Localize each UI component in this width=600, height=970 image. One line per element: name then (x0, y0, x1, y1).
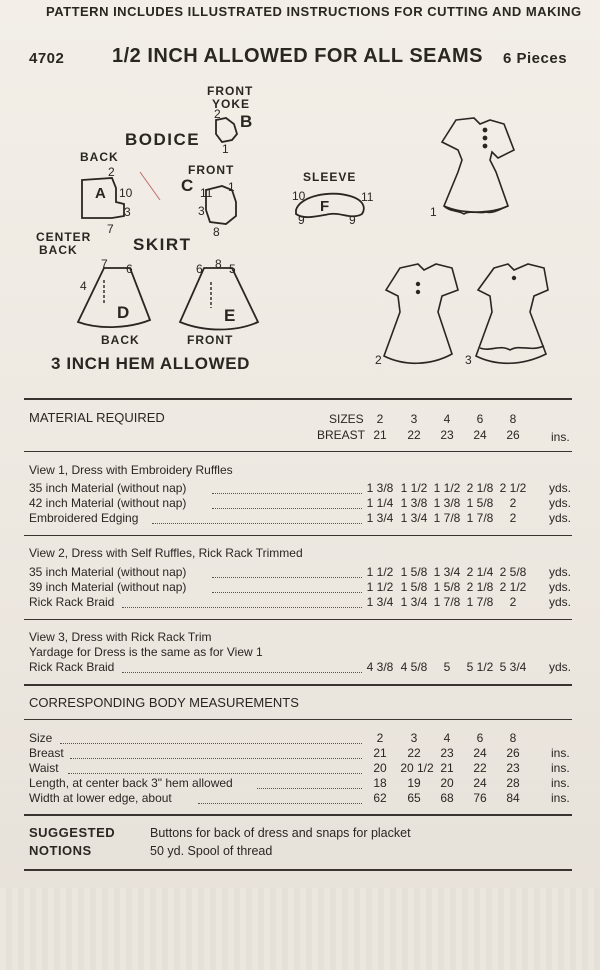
leader-dots (122, 672, 362, 673)
notch-number: 7 (101, 257, 108, 271)
yardage-value: 1 5/8 (400, 580, 428, 594)
yardage-value: 4 5/8 (400, 660, 428, 674)
bodice-front-label: FRONT (188, 163, 235, 177)
notch-number: 5 (229, 262, 236, 276)
unit: yds. (549, 595, 572, 609)
front-yoke-label-1: FRONT (207, 84, 254, 98)
view-2-row-label: 39 inch Material (without nap) (29, 580, 187, 594)
notch-number: 10 (119, 186, 133, 200)
unit: ins. (551, 746, 570, 760)
yardage-value: 2 (509, 496, 517, 510)
body-value: 23 (506, 761, 520, 775)
unit: yds. (549, 511, 572, 525)
yardage-value: 1 5/8 (400, 565, 428, 579)
piece-letter-d: D (117, 303, 130, 322)
breast-col: 23 (440, 428, 454, 442)
body-value: 84 (506, 791, 520, 805)
header-instructions: PATTERN INCLUDES ILLUSTRATED INSTRUCTIONS FOR CUTTING AND MAKING (46, 4, 582, 19)
yardage-value: 1 1/2 (400, 481, 428, 495)
skirt-back-label: BACK (101, 333, 140, 347)
yardage-value: 1 1/2 (366, 580, 394, 594)
body-value: 20 (440, 776, 454, 790)
center-back-label-1: CENTER (36, 230, 92, 244)
notch-number: 6 (196, 262, 203, 276)
notch-number: 11 (200, 186, 213, 200)
view-3-title: View 3, Dress with Rick Rack Trim (29, 630, 212, 644)
yardage-value: 1 3/4 (366, 595, 394, 609)
breast-unit: ins. (551, 430, 570, 444)
leader-dots (212, 493, 362, 494)
body-value: 26 (506, 746, 520, 760)
yardage-value: 1 7/8 (466, 511, 494, 525)
notions-label-1: SUGGESTED (29, 825, 116, 840)
body-value: 28 (506, 776, 520, 790)
material-title: MATERIAL REQUIRED (29, 410, 165, 425)
leader-dots (198, 803, 362, 804)
unit: yds. (549, 565, 572, 579)
skirt-front-label: FRONT (187, 333, 234, 347)
body-value: 21 (440, 761, 454, 775)
notch-number: 1 (222, 142, 229, 156)
body-value: 24 (473, 746, 487, 760)
body-value: 23 (440, 746, 454, 760)
yardage-value: 2 1/2 (499, 481, 527, 495)
unit: yds. (549, 580, 572, 594)
sleeve-label: SLEEVE (303, 170, 357, 184)
leader-dots (212, 577, 362, 578)
envelope-flap (0, 888, 600, 970)
leader-dots (212, 592, 362, 593)
notch-number: 7 (107, 222, 114, 236)
notions-line-2: 50 yd. Spool of thread (150, 844, 273, 858)
piece-letter-c: C (181, 176, 194, 195)
view-1-title: View 1, Dress with Embroidery Ruffles (29, 463, 233, 477)
piece-letter-e: E (224, 306, 236, 325)
notch-number: 9 (298, 213, 305, 227)
notch-number: 8 (213, 225, 220, 239)
breast-col: 26 (506, 428, 520, 442)
body-value: 2 (376, 731, 384, 745)
notch-number: 2 (108, 165, 115, 179)
breast-col: 21 (373, 428, 387, 442)
size-col: 8 (509, 412, 517, 426)
unit: yds. (549, 481, 572, 495)
hem-allowance-label: 3 INCH HEM ALLOWED (51, 354, 251, 373)
yardage-value: 1 3/4 (366, 511, 394, 525)
body-value: 22 (407, 746, 421, 760)
unit: ins. (551, 776, 570, 790)
front-yoke-piece (216, 118, 237, 142)
notch-number: 3 (124, 205, 131, 219)
piece-letter-b: B (240, 112, 253, 131)
body-value: 8 (509, 731, 517, 745)
size-col: 4 (443, 412, 451, 426)
notch-number: 4 (80, 279, 87, 293)
body-value: 3 (410, 731, 418, 745)
notch-number: 1 (228, 180, 235, 194)
divider (24, 719, 572, 720)
body-value: 21 (373, 746, 387, 760)
yardage-value: 2 5/8 (499, 565, 527, 579)
body-value: 4 (443, 731, 451, 745)
view-2-title: View 2, Dress with Self Ruffles, Rick Rack Trimmed (29, 546, 303, 560)
body-value: 76 (473, 791, 487, 805)
yardage-value: 2 1/8 (466, 580, 494, 594)
size-col: 6 (476, 412, 484, 426)
body-value: 18 (373, 776, 387, 790)
body-value: 65 (407, 791, 421, 805)
yardage-value: 1 7/8 (433, 511, 461, 525)
yardage-value: 1 3/8 (400, 496, 428, 510)
body-value: 6 (476, 731, 484, 745)
yardage-value: 2 (509, 511, 517, 525)
body-row-label: Waist (29, 761, 59, 775)
view-1-row-label: 35 inch Material (without nap) (29, 481, 187, 495)
notch-number: 2 (214, 107, 221, 121)
yardage-value: 1 5/8 (433, 580, 461, 594)
dress-view-3 (476, 264, 548, 363)
yardage-value: 1 3/4 (433, 565, 461, 579)
yardage-value: 1 3/4 (400, 595, 428, 609)
view-number-1: 1 (430, 205, 437, 219)
seam-allowance: 1/2 INCH ALLOWED FOR ALL SEAMS (112, 45, 483, 67)
center-back-label-2: BACK (39, 243, 78, 257)
yardage-value: 4 3/8 (366, 660, 394, 674)
yardage-value: 5 (443, 660, 451, 674)
notions-label-2: NOTIONS (29, 843, 92, 858)
notch-number: 6 (126, 262, 133, 276)
skirt-back-piece (78, 268, 150, 327)
leader-dots (122, 607, 362, 608)
yardage-value: 2 (509, 595, 517, 609)
skirt-label: SKIRT (133, 235, 192, 254)
unit: ins. (551, 791, 570, 805)
body-row-label: Width at lower edge, about (29, 791, 172, 805)
leader-dots (212, 508, 362, 509)
view-number-3: 3 (465, 353, 472, 367)
notions-line-1: Buttons for back of dress and snaps for placket (150, 826, 411, 840)
yardage-value: 1 7/8 (433, 595, 461, 609)
sizes-label: SIZES (329, 412, 364, 426)
front-yoke-label-2: YOKE (212, 97, 251, 111)
yardage-value: 5 3/4 (499, 660, 527, 674)
bodice-back-label: BACK (80, 150, 119, 164)
leader-dots (152, 523, 362, 524)
yardage-value: 1 5/8 (466, 496, 494, 510)
yardage-value: 1 1/2 (366, 565, 394, 579)
yardage-value: 1 3/4 (400, 511, 428, 525)
divider (24, 814, 572, 816)
leader-dots (68, 773, 362, 774)
view-2-row-label: 35 inch Material (without nap) (29, 565, 187, 579)
view-number-2: 2 (375, 353, 382, 367)
divider (24, 684, 572, 686)
body-value: 62 (373, 791, 387, 805)
body-value: 20 1/2 (400, 761, 434, 775)
yardage-value: 1 7/8 (466, 595, 494, 609)
yardage-value: 2 1/4 (466, 565, 494, 579)
divider (24, 398, 572, 400)
unit: yds. (549, 660, 572, 674)
divider (24, 869, 572, 871)
body-value: 68 (440, 791, 454, 805)
notch-number: 11 (361, 190, 374, 204)
yardage-value: 1 1/2 (433, 481, 461, 495)
leader-dots (257, 788, 362, 789)
body-value: 24 (473, 776, 487, 790)
leader-dots (70, 758, 362, 759)
breast-col: 22 (407, 428, 421, 442)
notch-number: 9 (349, 213, 356, 227)
view-3-subtitle: Yardage for Dress is the same as for View 1 (29, 645, 263, 659)
divider (24, 451, 572, 452)
body-value: 22 (473, 761, 487, 775)
breast-col: 24 (473, 428, 487, 442)
body-row-label: Breast (29, 746, 64, 760)
body-row-label: Size (29, 731, 53, 745)
yardage-value: 2 1/8 (466, 481, 494, 495)
size-col: 3 (410, 412, 418, 426)
body-row-label: Length, at center back 3" hem allowed (29, 776, 233, 790)
body-value: 19 (407, 776, 421, 790)
view-2-row-label: Rick Rack Braid (29, 595, 115, 609)
yardage-value: 1 3/8 (433, 496, 461, 510)
dress-view-1 (442, 118, 514, 214)
unit: yds. (549, 496, 572, 510)
divider (24, 619, 572, 620)
yardage-value: 2 1/2 (499, 580, 527, 594)
pattern-number: 4702 (29, 50, 65, 67)
size-col: 2 (376, 412, 384, 426)
yardage-value: 1 3/8 (366, 481, 394, 495)
dress-view-2 (384, 264, 458, 363)
notch-number: 8 (215, 257, 222, 271)
unit: ins. (551, 761, 570, 775)
leader-dots (60, 743, 362, 744)
piece-letter-a: A (95, 185, 107, 202)
view-1-row-label: Embroidered Edging (29, 511, 139, 525)
piece-count: 6 Pieces (503, 50, 568, 67)
skirt-front-piece (180, 268, 258, 330)
breast-label: BREAST (317, 428, 366, 442)
bodice-label: BODICE (125, 130, 201, 149)
yardage-value: 1 1/4 (366, 496, 394, 510)
view-1-row-label: 42 inch Material (without nap) (29, 496, 187, 510)
body-measurements-title: CORRESPONDING BODY MEASUREMENTS (29, 695, 299, 710)
body-value: 20 (373, 761, 387, 775)
yardage-value: 5 1/2 (466, 660, 494, 674)
view-3-row-label: Rick Rack Braid (29, 660, 115, 674)
divider (24, 535, 572, 536)
notch-number: 3 (198, 204, 205, 218)
piece-letter-f: F (320, 198, 330, 215)
notch-number: 10 (292, 189, 306, 203)
